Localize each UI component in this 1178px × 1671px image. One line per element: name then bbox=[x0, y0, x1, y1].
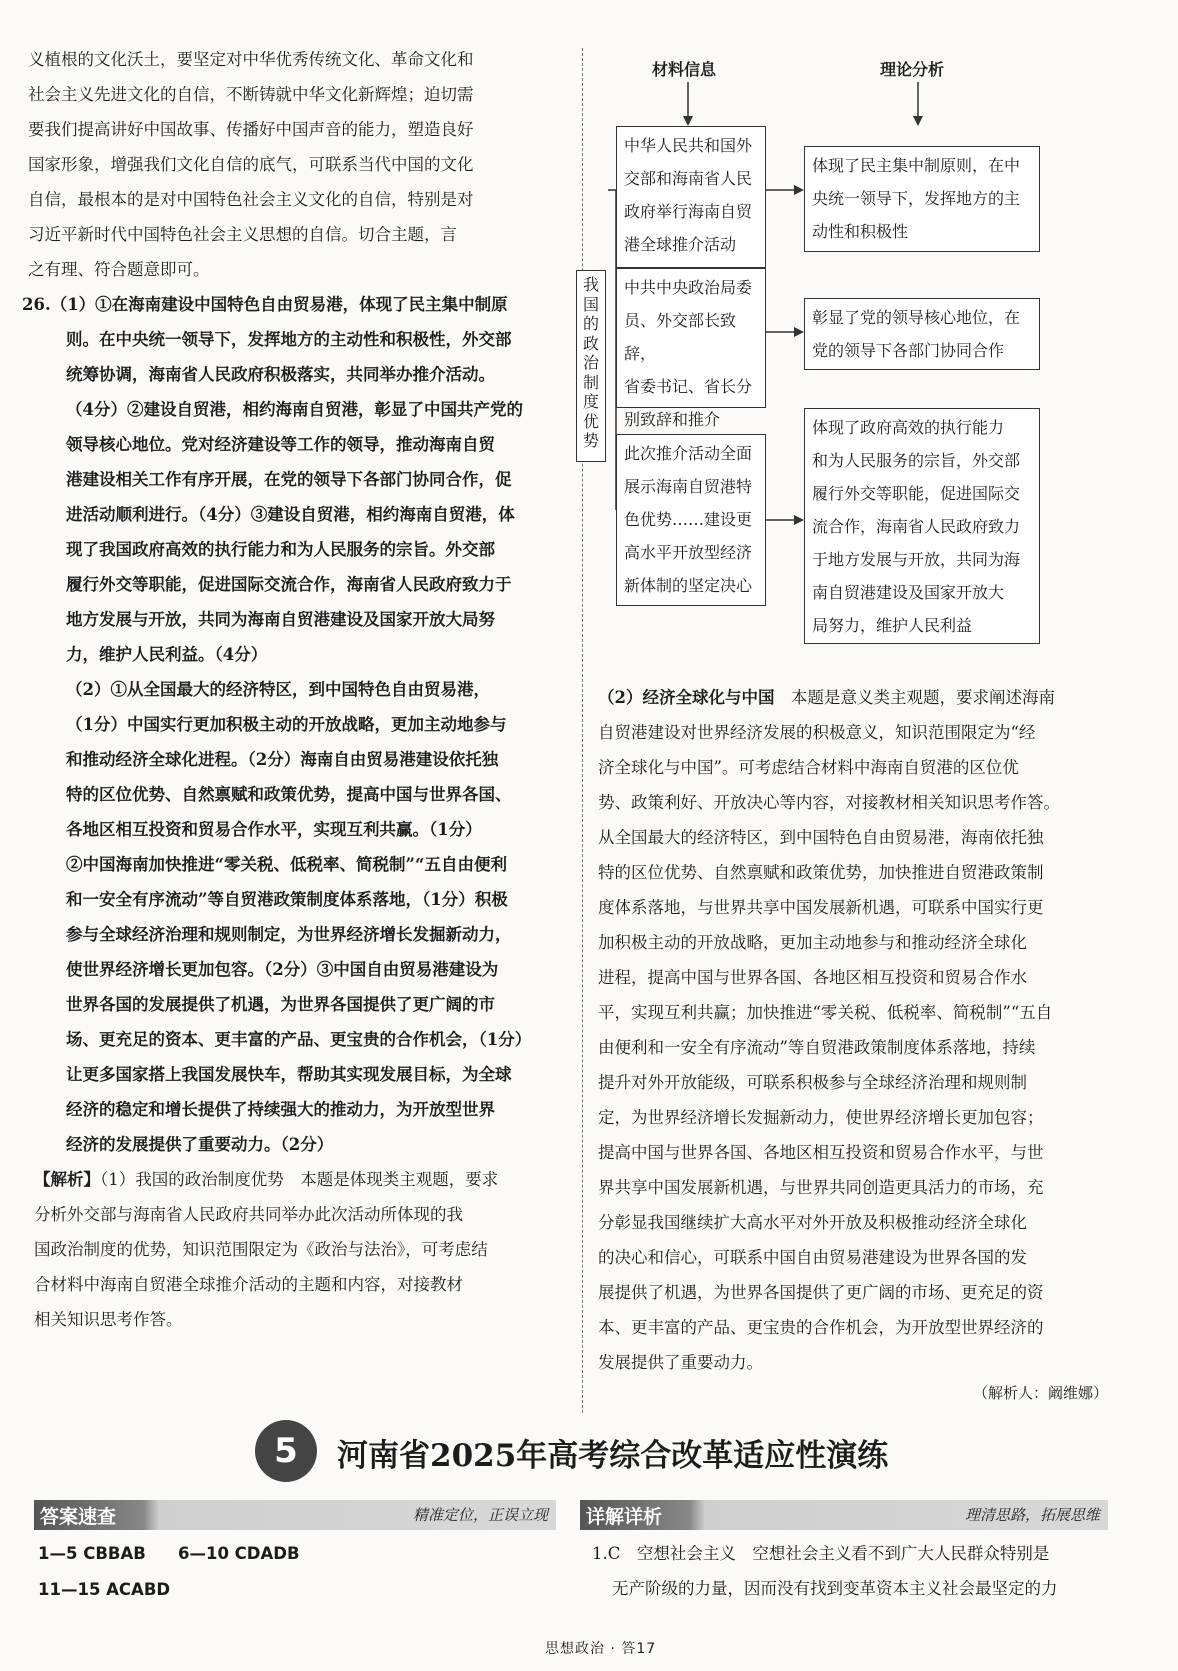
text-line: 力，维护人民利益。（4分） bbox=[66, 645, 268, 664]
box-line: 中共中央政治局委 bbox=[624, 278, 753, 297]
text-line: 平，实现互利共赢；加快推进“零关税、低税率、简税制”“五自 bbox=[598, 1003, 1053, 1022]
text-line: 进活动顺利进行。（4分）③建设自贸港，相约海南自贸港，体 bbox=[66, 505, 515, 524]
text-line: 特的区位优势、自然禀赋和政策优势，加快推进自贸港政策制 bbox=[598, 863, 1044, 882]
box-line: 南自贸港建设及国家开放大 bbox=[812, 583, 1005, 602]
box-line: 体现了民主集中制原则，在中 bbox=[812, 156, 1021, 175]
detail-text bbox=[592, 1536, 1108, 1606]
material-box-1 bbox=[616, 126, 766, 268]
box-line: 履行外交等职能，促进国际交 bbox=[812, 484, 1021, 503]
theory-box-1 bbox=[804, 146, 1040, 252]
text-line: 习近平新时代中国特色社会主义思想的自信。切合主题，言 bbox=[28, 225, 457, 244]
analysis-paragraph bbox=[34, 1162, 563, 1337]
part2-analysis bbox=[598, 680, 1108, 1403]
text-line: 分彰显我国继续扩大高水平对外开放及积极推动经济全球化 bbox=[598, 1213, 1027, 1232]
text-line: 进程，提高中国与世界各国、各地区相互投资和贸易合作水 bbox=[598, 968, 1027, 987]
section-banner bbox=[255, 1418, 935, 1484]
text-line: 各地区相互投资和贸易合作水平，实现互利共赢。（1分） bbox=[66, 820, 482, 839]
box-line: 省委书记、省长分 bbox=[624, 377, 753, 396]
text-line: 相关知识思考作答。 bbox=[34, 1310, 183, 1329]
text-line: 履行外交等职能，促进国际交流合作，海南省人民政府致力于 bbox=[66, 575, 512, 594]
box-line: 党的领导下各部门协同合作 bbox=[812, 341, 1005, 360]
box-line: 局努力，维护人民利益 bbox=[812, 616, 973, 635]
text-line: 分析外交部与海南省人民政府共同举办此次活动所体现的我 bbox=[34, 1205, 463, 1224]
analysis-diagram bbox=[582, 42, 1108, 680]
text-line: 发展提供了重要动力。 bbox=[598, 1353, 763, 1372]
text-line: 的决心和信心，可联系中国自由贸易港建设为世界各国的发 bbox=[598, 1248, 1027, 1267]
text-line: 展提供了机遇，为世界各国提供了更广阔的市场、更充足的资 bbox=[598, 1283, 1044, 1302]
text-line: （2）①从全国最大的经济特区，到中国特色自由贸易港， bbox=[66, 680, 490, 699]
box-line: 彰显了党的领导核心地位，在 bbox=[812, 308, 1021, 327]
text-line: 统筹协调，海南省人民政府积极落实，共同举办推介活动。 bbox=[66, 365, 495, 384]
text-line: 26.（1）①在海南建设中国特色自由贸易港，体现了民主集中制原 bbox=[22, 295, 508, 314]
text-line: 特的区位优势、自然禀赋和政策优势，提高中国与世界各国、 bbox=[66, 785, 512, 804]
text-line: 势、政策利好、开放决心等内容，对接教材相关知识思考作答。 bbox=[598, 793, 1060, 812]
answer-key-tab bbox=[34, 1500, 556, 1530]
box-line: 和为人民服务的宗旨，外交部 bbox=[812, 451, 1021, 470]
box-line: 政府举行海南自贸 bbox=[624, 202, 753, 221]
box-line: 流合作，海南省人民政府致力 bbox=[812, 517, 1021, 536]
text-line: （4分）②建设自贸港，相约海南自贸港，彰显了中国共产党的 bbox=[66, 400, 523, 419]
intro-paragraph bbox=[28, 42, 563, 287]
box-line: 中华人民共和国外 bbox=[624, 136, 753, 155]
text-line: 经济的发展提供了重要动力。（2分） bbox=[66, 1135, 334, 1154]
box-line: 展示海南自贸港特 bbox=[624, 477, 753, 496]
diagram-header-material: 材料信息 bbox=[652, 60, 717, 79]
box-line: 交部和海南省人民 bbox=[624, 169, 753, 188]
text-line bbox=[598, 680, 1108, 715]
box-line: 色优势……建设更 bbox=[624, 510, 753, 529]
part2-first-line: 本题是意义类主观题，要求阐述海南 bbox=[774, 688, 1055, 707]
section-number-badge: 5 bbox=[255, 1420, 317, 1482]
text-line: 定，为世界经济增长发掘新动力，使世界经济增长更加包容； bbox=[598, 1108, 1044, 1127]
text-line: 要我们提高讲好中国故事、传播好中国声音的能力，塑造良好 bbox=[28, 120, 474, 139]
text-line: 国政治制度的优势，知识范围限定为《政治与法治》，可考虑结 bbox=[34, 1240, 488, 1259]
page-footer: 思想政治 · 答17 bbox=[545, 1641, 657, 1657]
analyst-signature: （解析人：阚维娜） bbox=[972, 1384, 1108, 1402]
question-26-answer bbox=[22, 287, 563, 1162]
material-box-2 bbox=[616, 268, 766, 429]
box-line: 港全球推介活动 bbox=[624, 235, 737, 254]
answer-row: 11—15 ACABD bbox=[38, 1580, 171, 1599]
text-line: 自贸港建设对世界经济发展的积极意义，知识范围限定为“经 bbox=[598, 723, 1036, 742]
text-line: 和推动经济全球化进程。（2分）海南自由贸易港建设依托独 bbox=[66, 750, 499, 769]
box-line: 新体制的坚定决心 bbox=[624, 576, 753, 595]
text-line: 济全球化与中国”。可考虑结合材料中海南自贸港的区位优 bbox=[598, 758, 1019, 777]
text-line: 义植根的文化沃土，要坚定对中华优秀传统文化、革命文化和 bbox=[28, 50, 474, 69]
text-line: 地方发展与开放，共同为海南自贸港建设及国家开放大局努 bbox=[66, 610, 495, 629]
text-line: 则。在中央统一领导下，发挥地方的主动性和积极性，外交部 bbox=[66, 330, 512, 349]
text-line: 度体系落地，与世界共享中国发展新机遇，可联系中国实行更 bbox=[598, 898, 1044, 917]
text-line: 提升对外开放能级，可联系积极参与全球经济治理和规则制 bbox=[598, 1073, 1027, 1092]
box-line: 此次推介活动全面 bbox=[624, 444, 753, 463]
column-divider bbox=[582, 48, 583, 1413]
text-line: 界共享中国发展新机遇，与世界共同创造更具活力的市场，充 bbox=[598, 1178, 1044, 1197]
diagram-header-theory: 理论分析 bbox=[880, 60, 945, 79]
text-line: 国家形象，增强我们文化自信的底气，可联系当代中国的文化 bbox=[28, 155, 474, 174]
section-title: 河南省2025年高考综合改革适应性演练 bbox=[337, 1438, 889, 1474]
box-line: 央统一领导下，发挥地方的主 bbox=[812, 189, 1021, 208]
text-line: 自信，最根本的是对中国特色社会主义文化的自信，特别是对 bbox=[28, 190, 474, 209]
text-line: 参与全球经济治理和规则制定，为世界经济增长发掘新动力， bbox=[66, 925, 512, 944]
text-line: 社会主义先进文化的自信，不断铸就中华文化新辉煌；迫切需 bbox=[28, 85, 474, 104]
detail-tab bbox=[580, 1500, 1108, 1530]
text-line: 和一安全有序流动”等自贸港政策制度体系落地，（1分）积极 bbox=[66, 890, 508, 909]
text-line: 加积极主动的开放战略，更加主动地参与和推动经济全球化 bbox=[598, 933, 1027, 952]
text-line: 场、更充足的资本、更丰富的产品、更宝贵的合作机会，（1分） bbox=[66, 1030, 532, 1049]
text-line: 领导核心地位。党对经济建设等工作的领导，推动海南自贸 bbox=[66, 435, 495, 454]
right-column bbox=[582, 42, 1108, 1403]
text-line bbox=[34, 1162, 563, 1197]
box-line: 别致辞和推介 bbox=[624, 410, 721, 429]
detail-slogan: 理清思路，拓展思维 bbox=[964, 1506, 1100, 1524]
answer-key-slogan: 精准定位，正误立现 bbox=[412, 1506, 548, 1524]
answer-row: 6—10 CDADB bbox=[178, 1544, 300, 1563]
box-line: 员、外交部长致辞， bbox=[624, 311, 737, 363]
text-line: 本、更丰富的产品、更宝贵的合作机会，为开放型世界经济的 bbox=[598, 1318, 1044, 1337]
text-line: 现了我国政府高效的执行能力和为人民服务的宗旨。外交部 bbox=[66, 540, 495, 559]
text-line: 由便利和一安全有序流动”等自贸港政策制度体系落地，持续 bbox=[598, 1038, 1036, 1057]
left-column bbox=[22, 42, 563, 1337]
text-line: 之有理、符合题意即可。 bbox=[28, 260, 210, 279]
text-line: ②中国海南加快推进“零关税、低税率、简税制”“五自由便利 bbox=[66, 855, 507, 874]
analysis-first-line: （1）我国的政治制度优势 本题是体现类主观题，要求 bbox=[100, 1170, 499, 1189]
text-line: 让更多国家搭上我国发展快车，帮助其实现发展目标，为全球 bbox=[66, 1065, 512, 1084]
text-line: 1.C 空想社会主义 空想社会主义看不到广大人民群众特别是 bbox=[592, 1544, 1050, 1563]
text-line: （1分）中国实行更加积极主动的开放战略，更加主动地参与 bbox=[66, 715, 507, 734]
detail-label: 详解详析 bbox=[586, 1506, 663, 1528]
box-line: 于地方发展与开放，共同为海 bbox=[812, 550, 1021, 569]
diagram-root: 我国的政治制度优势 bbox=[576, 270, 606, 462]
text-line: 世界各国的发展提供了机遇，为世界各国提供了更广阔的市 bbox=[66, 995, 495, 1014]
text-line: 合材料中海南自贸港全球推介活动的主题和内容，对接教材 bbox=[34, 1275, 463, 1294]
text-line: 无产阶级的力量，因而没有找到变革资本主义社会最坚定的力 bbox=[612, 1579, 1058, 1598]
theory-box-3 bbox=[804, 408, 1040, 644]
text-line: 经济的稳定和增长提供了持续强大的推动力，为开放型世界 bbox=[66, 1100, 495, 1119]
box-line: 动性和积极性 bbox=[812, 222, 909, 241]
text-line: 港建设相关工作有序开展，在党的领导下各部门协同合作，促 bbox=[66, 470, 512, 489]
material-box-3 bbox=[616, 434, 766, 606]
answer-row: 1—5 CBBAB bbox=[38, 1544, 146, 1563]
box-line: 高水平开放型经济 bbox=[624, 543, 753, 562]
answer-key-label: 答案速查 bbox=[40, 1506, 117, 1528]
text-line: 从全国最大的经济特区，到中国特色自由贸易港，海南依托独 bbox=[598, 828, 1044, 847]
analysis-label: 【解析】 bbox=[34, 1170, 100, 1189]
text-line: 提高中国与世界各国、各地区相互投资和贸易合作水平，与世 bbox=[598, 1143, 1044, 1162]
theory-box-2 bbox=[804, 298, 1040, 370]
part2-label: （2）经济全球化与中国 bbox=[598, 688, 775, 707]
box-line: 体现了政府高效的执行能力 bbox=[812, 418, 1005, 437]
text-line: 使世界经济增长更加包容。（2分）③中国自由贸易港建设为 bbox=[66, 960, 499, 979]
